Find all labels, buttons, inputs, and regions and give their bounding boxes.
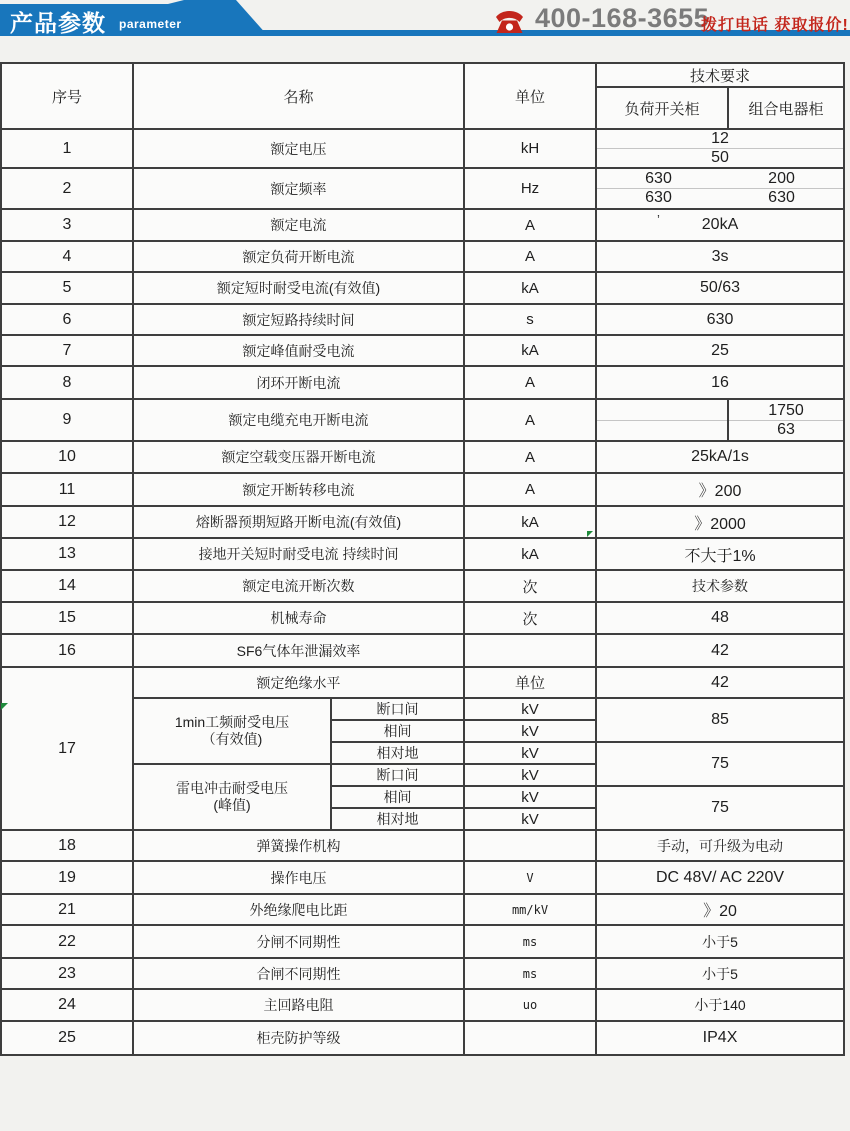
row-value xyxy=(596,209,844,241)
row-value: 小于5 xyxy=(596,925,844,958)
row-value: 25kA/1s xyxy=(596,441,844,473)
row-no: 12 xyxy=(1,506,133,538)
row-value: 》2000 xyxy=(596,506,844,538)
row-no: 1 xyxy=(1,129,133,168)
row-no: 16 xyxy=(1,634,133,667)
row-no: 21 xyxy=(1,894,133,925)
row-no: 2 xyxy=(1,168,133,209)
row-name: 额定频率 xyxy=(133,168,464,209)
page-subtitle: parameter xyxy=(119,17,182,31)
insulation-level-header: 额定绝缘水平 xyxy=(133,667,464,698)
row-value: 手动，可升级为电动 xyxy=(596,830,844,861)
row-name: 额定开断转移电流 xyxy=(133,473,464,506)
phone-number[interactable]: 400-168-3655 xyxy=(535,3,710,33)
row-value: 小于140 xyxy=(596,989,844,1021)
row-no: 6 xyxy=(1,304,133,335)
sub-item: 断口间 xyxy=(331,698,464,720)
col-header-load-switch-cabinet: 负荷开关柜 xyxy=(596,87,728,129)
stray-tick-mark: ’ xyxy=(657,212,660,227)
row-name: 弹簧操作机构 xyxy=(133,830,464,861)
row-unit: V xyxy=(464,861,596,894)
row-name: 额定负荷开断电流 xyxy=(133,241,464,272)
row-unit: A xyxy=(464,209,596,241)
row-value: 42 xyxy=(596,634,844,667)
row-no: 10 xyxy=(1,441,133,473)
row-no: 17 xyxy=(1,667,133,830)
row-value: 75 xyxy=(596,742,844,786)
row-name: SF6气体年泄漏效率 xyxy=(133,634,464,667)
row-value xyxy=(596,129,844,168)
row-value-cell: 630 xyxy=(597,170,720,189)
green-corner-mark xyxy=(587,531,593,537)
sub-item: 相间 xyxy=(331,720,464,742)
col-header-name: 名称 xyxy=(133,63,464,129)
call-to-action-text[interactable]: 拨打电话 获取报价! xyxy=(701,17,849,34)
row-value-bottom: 50 xyxy=(711,149,729,166)
sub-unit: kV xyxy=(464,808,596,830)
row-value-cell: 630 xyxy=(768,189,795,206)
row-no: 22 xyxy=(1,925,133,958)
row-name: 柜壳防护等级 xyxy=(133,1021,464,1055)
sub-unit: kV xyxy=(464,786,596,808)
row-value: DC 48V/ AC 220V xyxy=(596,861,844,894)
row-no: 14 xyxy=(1,570,133,602)
row-name: 额定空载变压器开断电流 xyxy=(133,441,464,473)
row-name: 分闸不同期性 xyxy=(133,925,464,958)
row-value-right xyxy=(728,399,844,441)
row-unit: A xyxy=(464,366,596,399)
row-value: 技术参数 xyxy=(596,570,844,602)
sub-unit: kV xyxy=(464,720,596,742)
row-value: 不大于1% xyxy=(596,538,844,570)
row-value-cell: 630 xyxy=(645,189,672,206)
row-no: 23 xyxy=(1,958,133,989)
row-value: 》20 xyxy=(596,894,844,925)
row-name: 额定电流 xyxy=(133,209,464,241)
row-unit: A xyxy=(464,441,596,473)
row-unit: kA xyxy=(464,506,596,538)
row-value: 16 xyxy=(596,366,844,399)
row-unit: 次 xyxy=(464,570,596,602)
row-unit: A xyxy=(464,399,596,441)
sub-item: 相间 xyxy=(331,786,464,808)
parameter-table xyxy=(0,62,845,1056)
group-name2: (峰值) xyxy=(213,797,251,813)
sub-unit: kV xyxy=(464,698,596,720)
sub-item: 断口间 xyxy=(331,764,464,786)
col-header-unit: 单位 xyxy=(464,63,596,129)
col-header-combined-cabinet: 组合电器柜 xyxy=(728,87,844,129)
row-unit: mm/kV xyxy=(464,894,596,925)
green-corner-mark xyxy=(1,703,8,710)
row-value: 630 xyxy=(596,304,844,335)
row-no: 5 xyxy=(1,272,133,304)
row-value: 25 xyxy=(596,335,844,366)
row-name: 机械寿命 xyxy=(133,602,464,634)
power-freq-withstand-group xyxy=(133,698,331,764)
row-value: 75 xyxy=(596,786,844,830)
row-value: 3s xyxy=(596,241,844,272)
row-unit: 次 xyxy=(464,602,596,634)
row-unit: kA xyxy=(464,538,596,570)
row-name: 额定电流开断次数 xyxy=(133,570,464,602)
row-name: 额定短路持续时间 xyxy=(133,304,464,335)
row-name: 接地开关短时耐受电流 持续时间 xyxy=(133,538,464,570)
row-no: 25 xyxy=(1,1021,133,1055)
row-value: IP4X xyxy=(596,1021,844,1055)
row-unit: uo xyxy=(464,989,596,1021)
page-title: 产品参数 xyxy=(10,10,106,36)
row-name: 闭环开断电流 xyxy=(133,366,464,399)
row-unit: kA xyxy=(464,335,596,366)
row-no: 18 xyxy=(1,830,133,861)
row-no: 19 xyxy=(1,861,133,894)
row-no: 9 xyxy=(1,399,133,441)
row-value: 50/63 xyxy=(596,272,844,304)
row-name: 额定电缆充电开断电流 xyxy=(133,399,464,441)
group-name: 雷电冲击耐受电压 xyxy=(176,779,288,796)
row-name: 外绝缘爬电比距 xyxy=(133,894,464,925)
col-header-no: 序号 xyxy=(1,63,133,129)
row-unit: 单位 xyxy=(464,667,596,698)
row-no: 3 xyxy=(1,209,133,241)
header-banner xyxy=(0,0,850,42)
row-no: 8 xyxy=(1,366,133,399)
row-unit: ms xyxy=(464,925,596,958)
row-value: 48 xyxy=(596,602,844,634)
row-name: 额定峰值耐受电流 xyxy=(133,335,464,366)
row-name: 主回路电阻 xyxy=(133,989,464,1021)
row-unit xyxy=(464,1021,596,1055)
sub-unit: kV xyxy=(464,764,596,786)
row-name: 额定短时耐受电流(有效值) xyxy=(133,272,464,304)
row-unit xyxy=(464,634,596,667)
row-value-top: 1750 xyxy=(729,402,843,421)
row-value: 42 xyxy=(596,667,844,698)
row-name: 熔断器预期短路开断电流(有效值) xyxy=(133,506,464,538)
empty-cell xyxy=(597,420,727,421)
row-no: 15 xyxy=(1,602,133,634)
row-name: 合闸不同期性 xyxy=(133,958,464,989)
phone-icon xyxy=(492,7,527,35)
row-unit: Hz xyxy=(464,168,596,209)
row-unit: s xyxy=(464,304,596,335)
row-no: 4 xyxy=(1,241,133,272)
row-unit xyxy=(464,830,596,861)
row-no: 7 xyxy=(1,335,133,366)
row-unit: kA xyxy=(464,272,596,304)
row-name: 操作电压 xyxy=(133,861,464,894)
row-no: 13 xyxy=(1,538,133,570)
col-header-requirements: 技术要求 xyxy=(596,63,844,87)
sub-item: 相对地 xyxy=(331,808,464,830)
row-unit: A xyxy=(464,241,596,272)
row-unit: kH xyxy=(464,129,596,168)
row-unit: A xyxy=(464,473,596,506)
row-value: 》200 xyxy=(596,473,844,506)
sub-unit: kV xyxy=(464,742,596,764)
row-value-text: 20kA xyxy=(701,216,739,233)
sub-item: 相对地 xyxy=(331,742,464,764)
row-value-bottom: 63 xyxy=(777,420,795,438)
row-value-top: 12 xyxy=(597,130,843,149)
row-value-cell: 200 xyxy=(720,170,843,189)
row-value: 小于5 xyxy=(596,958,844,989)
group-name2: （有效值) xyxy=(201,731,263,747)
row-value: 85 xyxy=(596,698,844,742)
row-no: 24 xyxy=(1,989,133,1021)
row-value-left xyxy=(596,399,728,441)
row-unit: ms xyxy=(464,958,596,989)
lightning-impulse-group xyxy=(133,764,331,830)
row-value xyxy=(596,168,844,209)
group-name: 1min工频耐受电压 xyxy=(174,713,290,730)
row-name: 额定电压 xyxy=(133,129,464,168)
row-no: 11 xyxy=(1,473,133,506)
